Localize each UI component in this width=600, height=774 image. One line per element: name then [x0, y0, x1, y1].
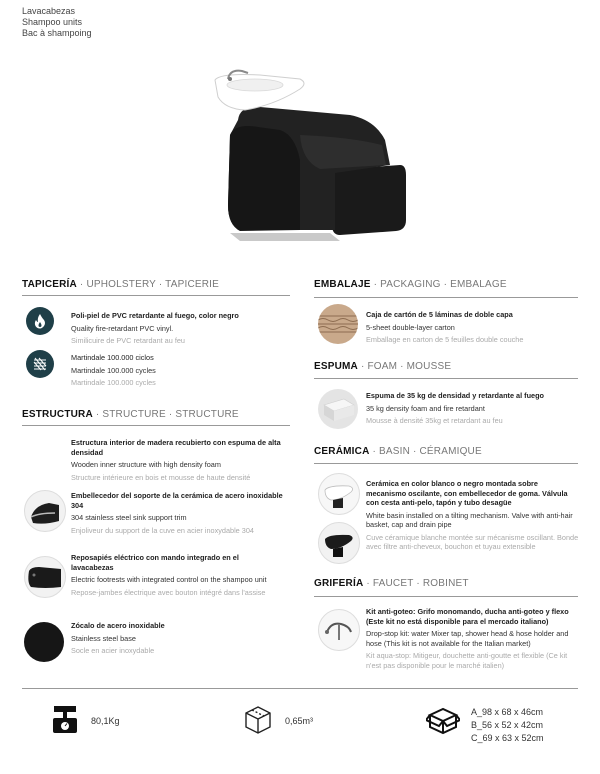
text-en: White basin installed on a tilting mechanism. Valve with anti-hair basket, cap and drain pipe — [366, 510, 573, 529]
text-en: 304 stainless steel sink support trim — [71, 513, 187, 522]
fabric-texture-icon — [26, 350, 54, 378]
divider — [314, 378, 578, 379]
text-en: Drop-stop kit: water Mixer tap, shower head & hose holder and hose (This kit is not available for the Italian market) — [366, 629, 569, 648]
text-fr: Repose-jambes électrique avec bouton intégré dans l'assise — [71, 587, 266, 597]
text-fr: Socle en acier inoxydable — [71, 646, 155, 655]
text-en: 35 kg density foam and fire retardant — [366, 403, 485, 413]
structure-item-wood — [71, 438, 283, 482]
faucet-photo — [318, 609, 360, 651]
title-en: Shampoo units — [22, 17, 83, 27]
section-title-foam: ESPUMA · FOAM · MOUSSE — [314, 361, 452, 372]
box-icon — [426, 705, 460, 735]
text-fr: Similicuire de PVC retardant au feu — [71, 336, 185, 345]
structure-item-footrest — [71, 553, 283, 597]
footrest-photo — [24, 556, 66, 598]
sink-support-photo — [24, 490, 66, 532]
text-fr: Enjoliveur du support de la cuve en acier inoxydable 304 — [71, 525, 254, 535]
text-es: Zócalo de acero inoxidable — [71, 621, 165, 630]
shampoo-unit-image — [200, 65, 410, 255]
text-en: Quality fire-retardant PVC vinyl. — [71, 323, 174, 333]
structure-item-base — [71, 621, 283, 656]
dimension-b: B_56 x 52 x 42cm — [471, 720, 544, 730]
faucet-item-kit — [366, 607, 580, 670]
structure-item-trim — [71, 491, 283, 535]
text-en: Wooden inner structure with high density foam — [71, 460, 221, 469]
carton-photo — [318, 304, 358, 344]
text-es: Estructura interior de madera recubierto con espuma de alta densidad — [71, 438, 281, 457]
flame-icon — [26, 307, 54, 335]
bottom-divider — [22, 688, 578, 689]
text-fr: Mousse à densité 35kg et retardant au feu — [366, 416, 503, 425]
dimension-a: A_98 x 68 x 46cm — [471, 707, 544, 717]
text-en: Electric footrests with integrated control on the shampoo unit — [71, 575, 267, 584]
stainless-base-photo — [24, 622, 64, 662]
black-basin-photo — [318, 522, 360, 564]
divider — [314, 463, 578, 464]
section-title-packaging: EMBALAJE · PACKAGING · EMBALAGE — [314, 279, 507, 290]
text-es: Kit anti-goteo: Grifo monomando, ducha anti-goteo y flexo (Este kit no está disponible para el mercado italiano) — [366, 607, 569, 626]
volume-value: 0,65m³ — [285, 716, 314, 726]
foam-item-density — [366, 391, 576, 426]
text-fr: Emballage en carton de 5 feuilles double couche — [366, 335, 524, 344]
text-fr: Structure intérieure en bois et mousse de haute densité — [71, 472, 251, 482]
text-es: Martindale 100.000 ciclos — [71, 353, 154, 362]
section-title-structure: ESTRUCTURA · STRUCTURE · STRUCTURE — [22, 409, 239, 420]
text-fr: Kit aqua-stop: Mitigeur, douchette anti-goutte et flexible (Ce kit n'est pas disponible pour le marché italien) — [366, 651, 568, 670]
text-es: Caja de cartón de 5 láminas de doble capa — [366, 310, 513, 319]
text-es: Reposapiés eléctrico con mando integrado en el lavacabezas — [71, 553, 239, 572]
section-title-basin: CERÁMICA · BASIN · CÉRAMIQUE — [314, 446, 482, 457]
text-es: Embellecedor del soporte de la cerámica de acero inoxidable 304 — [71, 491, 283, 510]
cube-icon — [243, 705, 273, 735]
text-en: Martindale 100.000 cycles — [71, 365, 156, 375]
text-en: 5-sheet double-layer carton — [366, 322, 455, 332]
header-titles — [22, 6, 92, 39]
scale-icon — [52, 705, 78, 735]
text-fr: Martindale 100.000 cycles — [71, 378, 156, 387]
title-fr: Bac à shampoing — [22, 28, 92, 38]
dimensions-list — [471, 706, 544, 745]
upholstery-item-fire — [71, 311, 281, 346]
text-es: Espuma de 35 kg de densidad y retardante al fuego — [366, 391, 545, 400]
divider — [22, 425, 290, 426]
title-es: Lavacabezas — [22, 6, 76, 16]
weight-value: 80,1Kg — [91, 716, 120, 726]
packaging-item-carton — [366, 310, 576, 345]
basin-item-ceramic — [366, 479, 580, 552]
white-basin-photo — [318, 473, 360, 515]
dimension-c: C_69 x 63 x 52cm — [471, 733, 544, 743]
text-en: Stainless steel base — [71, 633, 136, 643]
foam-photo — [318, 389, 358, 429]
section-title-upholstery: TAPICERÍA · UPHOLSTERY · TAPICERIE — [22, 279, 220, 290]
divider — [314, 596, 578, 597]
section-title-faucet: GRIFERÍA · FAUCET · ROBINET — [314, 578, 469, 589]
text-es: Cerámica en color blanco o negro montada sobre mecanismo oscilante, con embellecedor de goma. Válvula con cesta anti-pelo, tapón y tubo desagüe — [366, 479, 568, 507]
divider — [314, 297, 578, 298]
text-fr: Cuve céramique blanche montée sur mécanisme oscillant. Bonde avec filtre anti-cheveux, bouchon et tuyau extensible — [366, 532, 579, 551]
text-es: Poli-piel de PVC retardante al fuego, color negro — [71, 311, 239, 320]
upholstery-item-martindale — [71, 353, 281, 388]
divider — [22, 295, 290, 296]
